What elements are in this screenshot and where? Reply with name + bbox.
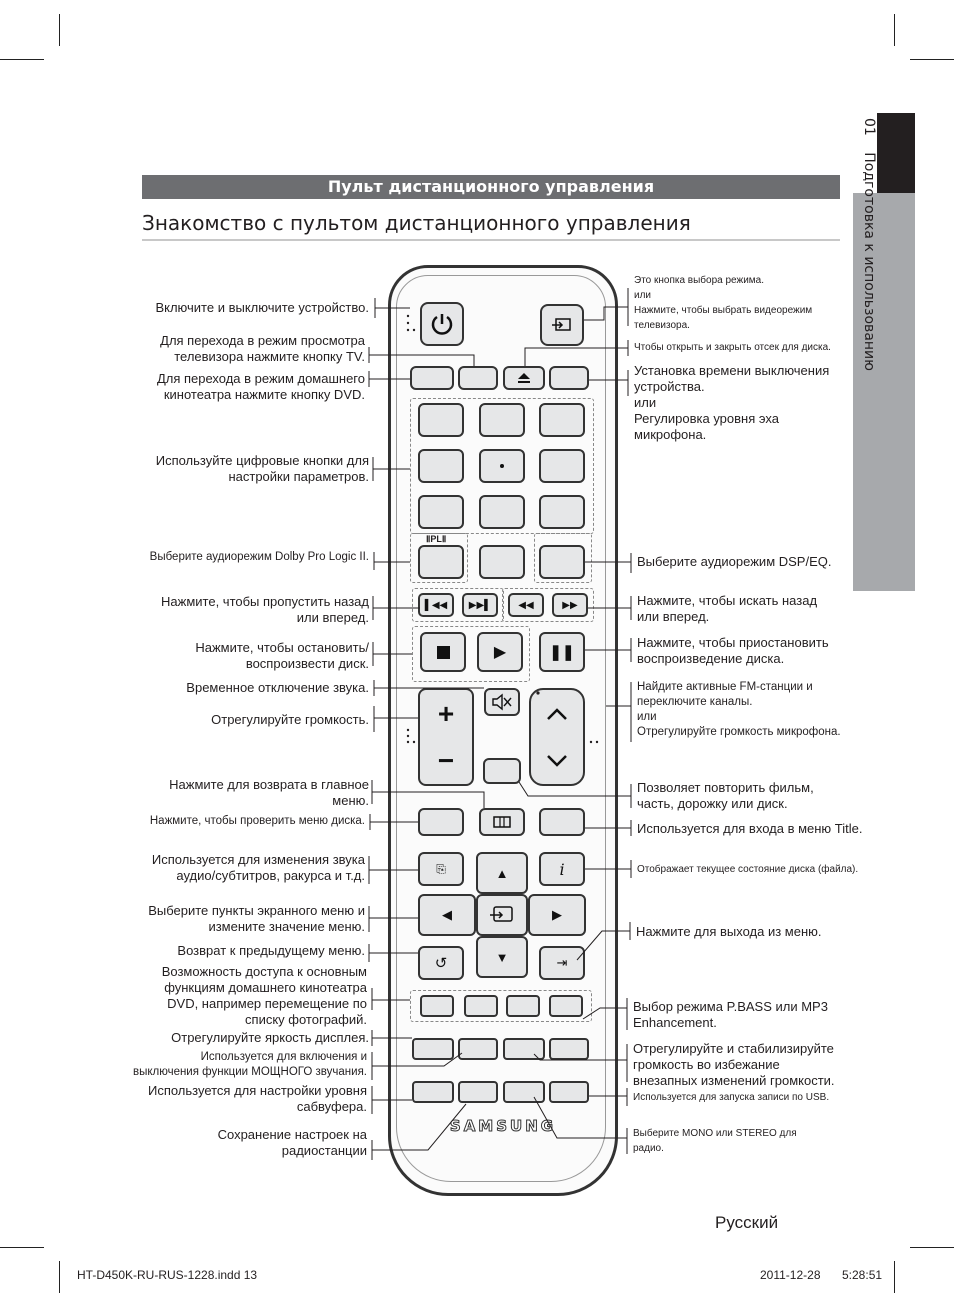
label-volume-stabilize: Отрегулируйте и стабилизируйте громкость во избежание внезапных изменений громкости.: [633, 1041, 835, 1088]
arrow-down-icon: ▼: [495, 949, 509, 965]
return-icon: ↺: [434, 955, 448, 972]
rewind-icon: ◀◀: [518, 599, 534, 611]
footer-file: HT-D450K-RU-RUS-1228.indd 13: [77, 1268, 258, 1282]
label-number-pad: Используйте цифровые кнопки для настройки параметров.: [155, 453, 369, 484]
label-tuner-memory: Сохранение настроек на радиостанции: [217, 1127, 367, 1158]
audio-icon: ⎘: [436, 861, 446, 876]
label-dsp-eq: Выберите аудиорежим DSP/EQ.: [637, 554, 832, 569]
label-usb-record: Используется для запуска записи по USB.: [633, 1092, 830, 1103]
arrow-left-icon: ◀: [442, 907, 452, 922]
page-title: Знакомство с пультом дистанционного управления: [142, 211, 840, 241]
label-function: Возможность доступа к основным функциям домашнего кинотеатра DVD, например перемещение по списку фотографий.: [161, 964, 367, 1027]
fast-forward-icon: ▶▶: [562, 599, 578, 611]
label-tv: Для перехода в режим просмотра телевизора нажмите кнопку TV.: [160, 333, 365, 364]
chapter-title: Подготовка к использованию: [861, 152, 877, 371]
footer-date: 2011-12-28: [760, 1268, 821, 1282]
dolby-mark: ⅡPLⅡ: [426, 534, 447, 544]
label-disc-menu: Нажмите, чтобы проверить меню диска.: [149, 815, 365, 827]
label-sleep-echo: Установка времени выключения устройства. или Регулировка уровня эха микрофона.: [634, 363, 830, 442]
label-stop-play: Нажмите, чтобы остановить/ воспроизвести диск.: [195, 640, 369, 671]
footer-time: 5:28:51: [842, 1268, 883, 1282]
label-skip: Нажмите, чтобы пропустить назад или вперед.: [161, 594, 369, 625]
label-exit: Нажмите для выхода из меню.: [636, 924, 822, 939]
label-dvd: Для перехода в режим домашнего кинотеатра нажмите кнопку DVD.: [156, 371, 365, 402]
label-pause: Нажмите, чтобы приостановить воспроизведение диска.: [637, 635, 829, 666]
label-tuning: Найдите активные FM-станции и переключите каналы. или Отрегулируйте громкость микрофона.: [637, 681, 841, 738]
label-pbass: Выбор режима P.BASS или MP3 Enhancement.: [633, 999, 828, 1030]
label-dolby: Выберите аудиорежим Dolby Pro Logic II.: [149, 551, 369, 563]
label-title-menu: Используется для входа в меню Title.: [637, 821, 863, 836]
label-mute: Временное отключение звука.: [186, 680, 369, 695]
arrow-up-icon: ▲: [495, 865, 509, 881]
label-eject: Чтобы открыть и закрыть отсек для диска.: [634, 342, 831, 353]
label-power-sound: Используется для включения и выключения функции МОЩНОГО звучания.: [132, 1051, 367, 1078]
volume-up-icon[interactable]: +: [437, 697, 455, 729]
label-navigation: Выберите пункты экранного меню и измените значение меню.: [148, 903, 365, 934]
brand-logo: SAMSUNG: [449, 1117, 557, 1135]
section-banner: Пульт дистанционного управления: [142, 175, 840, 199]
skip-forward-icon: ▶▶▌: [468, 599, 492, 611]
label-repeat: Позволяет повторить фильм, часть, дорожку или диск.: [637, 780, 814, 811]
label-source: Это кнопка выбора режима. или Нажмите, чтобы выбрать видеорежим телевизора.: [634, 275, 813, 331]
play-icon: ▶: [493, 644, 507, 661]
language-label: Русский: [715, 1213, 779, 1232]
label-search: Нажмите, чтобы искать назад или вперед.: [637, 593, 818, 624]
label-return: Возврат к предыдущему меню.: [177, 943, 365, 958]
exit-icon: ⇥: [556, 955, 568, 970]
arrow-right-icon: ▶: [552, 907, 562, 922]
label-power: Включите и выключите устройство.: [155, 300, 369, 315]
chapter-number: 01: [861, 118, 877, 136]
skip-back-icon: ▌◀◀: [424, 599, 448, 611]
label-dimmer: Отрегулируйте яркость дисплея.: [171, 1030, 369, 1045]
label-info: Отображает текущее состояние диска (файла).: [637, 864, 859, 875]
volume-down-icon[interactable]: −: [437, 744, 455, 776]
label-mono-stereo: Выберите MONO или STEREO для радио.: [633, 1128, 797, 1154]
pause-icon: ❚❚: [549, 644, 575, 661]
info-icon: i: [559, 859, 565, 879]
label-home-menu: Нажмите для возврата в главное меню.: [169, 777, 369, 808]
label-audio: Используется для изменения звука аудио/субтитров, ракурса и т.д.: [151, 852, 365, 883]
label-volume: Отрегулируйте громкость.: [211, 712, 369, 727]
label-subwoofer: Используется для настройки уровня сабвуфера.: [147, 1083, 367, 1114]
